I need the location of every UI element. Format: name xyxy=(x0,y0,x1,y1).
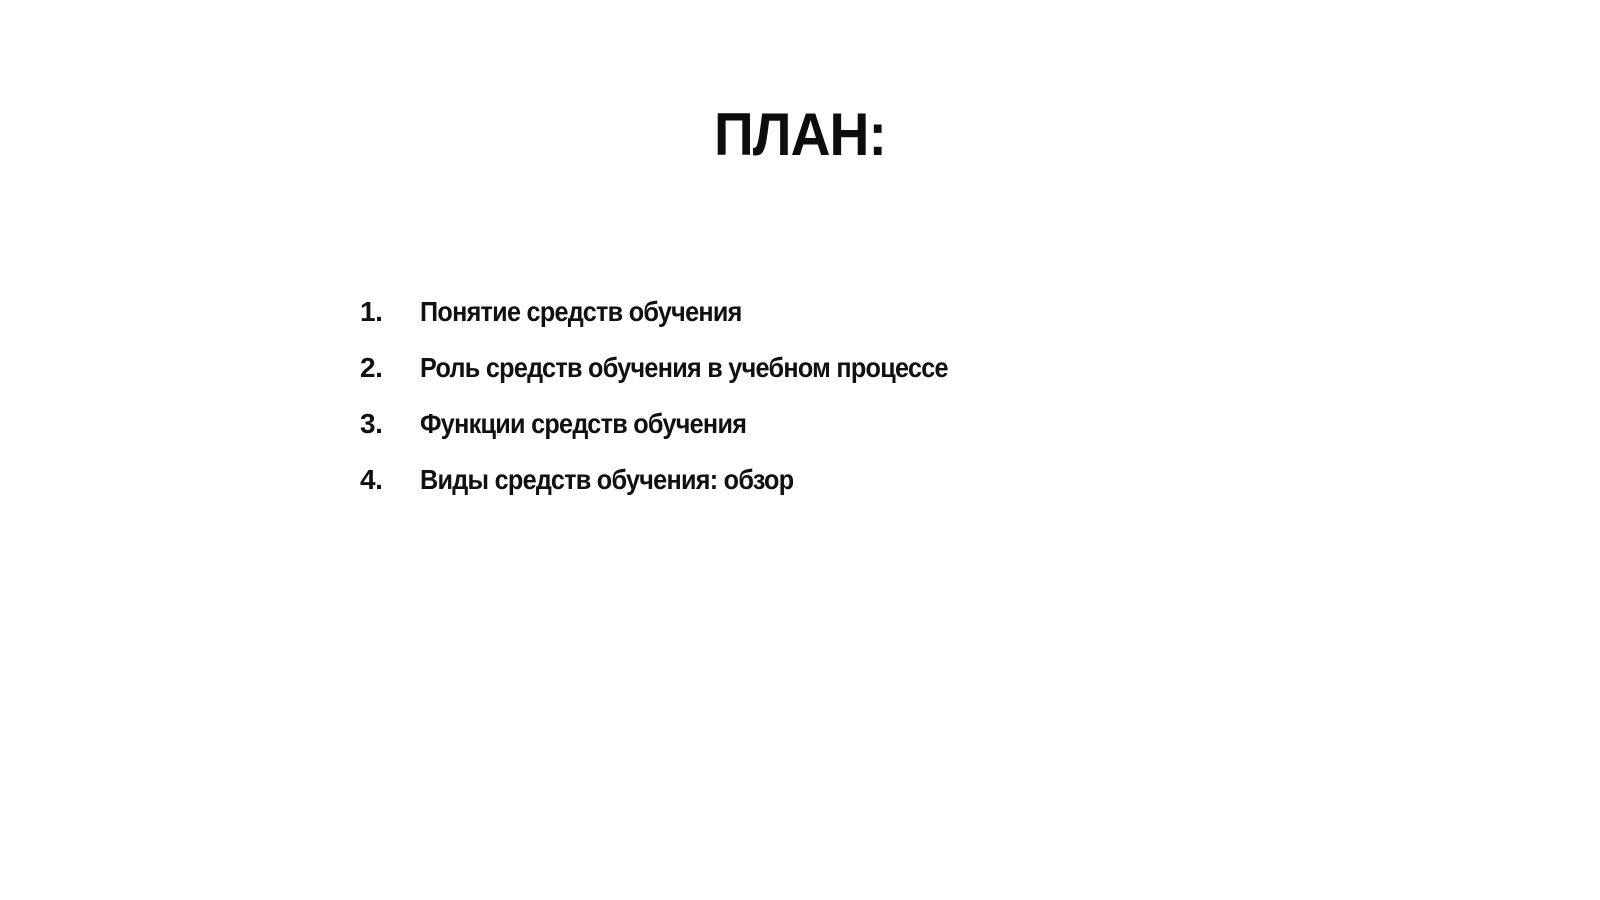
plan-list-item xyxy=(360,340,1006,396)
plan-list-item xyxy=(360,452,1006,508)
plan-item-number: 3. xyxy=(360,408,383,439)
plan-item-number: 1. xyxy=(360,296,383,327)
plan-item-text: Роль средств обучения в учебном процессе xyxy=(420,352,948,383)
plan-item-number: 4. xyxy=(360,464,383,495)
plan-item-text: Функции средств обучения xyxy=(420,408,747,439)
plan-list-item xyxy=(360,396,1006,452)
plan-item-number: 2. xyxy=(360,352,383,383)
slide-title: ПЛАН: xyxy=(714,101,886,168)
plan-list-item xyxy=(360,284,1006,340)
plan-list xyxy=(360,284,1006,508)
plan-item-text: Виды средств обучения: обзор xyxy=(420,464,794,495)
plan-item-text: Понятие средств обучения xyxy=(420,296,742,327)
